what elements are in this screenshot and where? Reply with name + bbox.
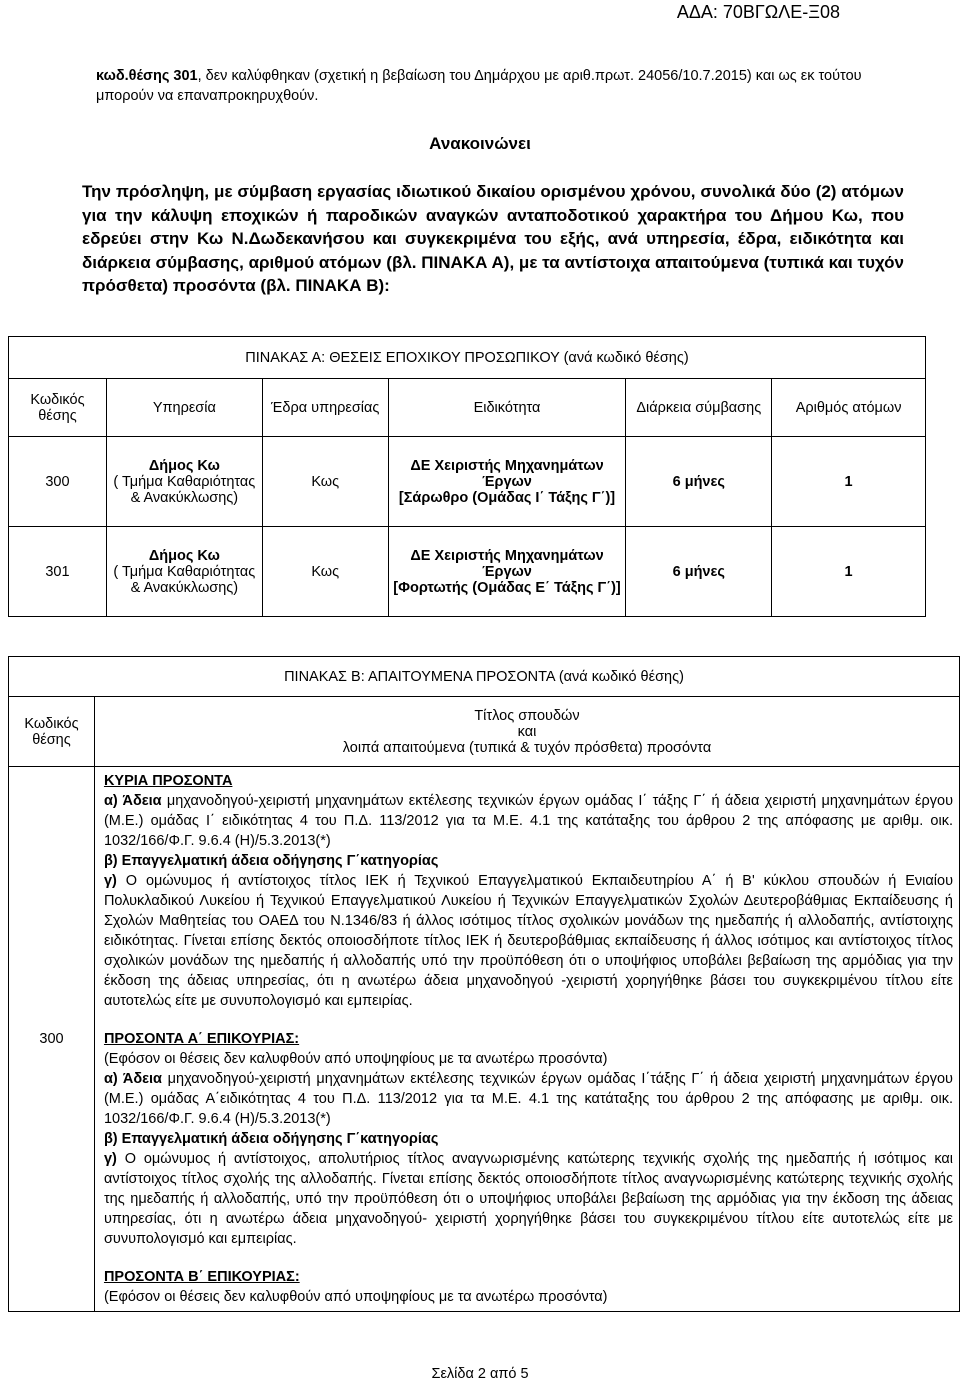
qualifications-body [94, 767, 959, 1312]
row-service-dept: ( Τμήμα Καθαριότητας & Ανακύκλωσης) [113, 473, 256, 506]
intro-text [96, 66, 904, 106]
main-qualifications-heading: ΚΥΡΙΑ ΠΡΟΣΟΝΤΑ [103, 773, 233, 789]
table-a-header-service: Υπηρεσία [106, 379, 262, 437]
main-item-a [104, 791, 953, 851]
aux-a-item-c [104, 1149, 953, 1249]
main-item-b: β) Επαγγελματική άδεια οδήγησης Γ΄κατηγορίας [103, 853, 439, 869]
row-specialty-line2: [Φορτωτής (Ομάδας Ε΄ Τάξης Γ΄)] [393, 579, 621, 596]
row-service [106, 437, 262, 527]
main-item-a-text: μηχανοδηγού-χειριστή μηχανημάτων εκτέλεσης τεχνικών έργων ομάδας Ι΄ τάξης Γ΄ ή άδεια χειριστή μηχανημάτων έργου (Μ.Ε.) ομάδας Ι΄ ειδικότητας 4 του Π.Δ. 113/2012 για τα Μ.Ε. 4.1 της κατάταξης του άρθρου 2 της απόφασης με αριθμ. οικ. 1032/166/Φ.Γ. 9.6.4 (Η)/5.3.2013(*) [103, 793, 953, 849]
row-service [106, 527, 262, 617]
intro-bold: κωδ.θέσης 301 [96, 68, 198, 84]
aux-a-item-b: β) Επαγγελματική άδεια οδήγησης Γ΄κατηγορίας [103, 1131, 439, 1147]
row-seat: Κως [262, 527, 388, 617]
intro-rest: , δεν καλύφθηκαν (σχετική η βεβαίωση του Δημάρχου με αριθ.πρωτ. 24056/10.7.2015) και ως εκ τούτου μπορούν να επαναπροκηρυχθούν. [96, 68, 862, 104]
row-code: 300 [9, 437, 107, 527]
table-b-header-line3: λοιπά απαιτούμενα (τυπικά & τυχόν πρόσθετα) προσόντα [342, 739, 712, 756]
row-service-name: Δήμος Κω [148, 547, 220, 564]
main-item-c-text: Ο ομώνυμος ή αντίστοιχος τίτλος ΙΕΚ ή Τεχνικού Επαγγελματικού Εκπαιδευτηρίου Α΄ ή Β' κύκλου σπουδών ή Ενιαίου Πολυκλαδικού Λυκείου ή Τεχνικού Επαγγελματικού Λυκείου ή Τεχνικών Επαγγελματικών Σχολών Δευτεροβάθμιας Εκπαίδευσης ή Σχολών Μαθητείας του ΟΑΕΔ του Ν.1346/83 ή άλλος ισότιμος τίτλος σχολικών μονάδων της ημεδαπής ή αλλοδαπής, αντίστοιχης ειδικότητας. Γίνεται επίσης δεκτός οποιοσδήποτε τίτλος ΙΕΚ ή δευτεροβάθμιας εκπαίδευσης ή άλλος ισότιμος και αντίστοιχος τίτλος σχολικών μονάδων της ημεδαπής ή αλλοδαπής υπό την προϋπόθεση ότι ο υποψήφιος υποβάλει βεβαίωση της αρμόδιας για την έκδοση της άδειας υπηρεσίας, ότι η ανωτέρω άδεια μηχανοδηγού -χειριστή χορηγήθηκε βάσει του συγκεκριμένου τίτλου είτε αυτοτελώς είτε με συνυπολογισμό και εμπειρίας. [103, 873, 953, 1009]
aux-a-note: (Εφόσον οι θέσεις δεν καλυφθούν από υποψηφίους με τα ανωτέρω προσόντα) [103, 1051, 608, 1067]
aux-a-item-a-label: α) Άδεια [103, 1071, 162, 1087]
row-duration: 6 μήνες [626, 527, 772, 617]
table-a-header-code: Κωδικός θέσης [9, 379, 107, 437]
table-b-header-line1: Τίτλος σπουδών [474, 707, 580, 724]
table-b-header-line2: και [517, 723, 537, 740]
table-b [8, 656, 960, 1312]
row-persons: 1 [772, 437, 926, 527]
table-b-header-code: Κωδικός θέσης [9, 697, 95, 767]
main-item-a-label: α) Άδεια [103, 793, 162, 809]
page-footer: Σελίδα 2 από 5 [431, 1366, 529, 1382]
row-specialty [388, 527, 626, 617]
table-a-header-specialty: Ειδικότητα [388, 379, 626, 437]
main-item-c [104, 871, 953, 1011]
table-row [9, 527, 926, 617]
aux-a-heading: ΠΡΟΣΟΝΤΑ Α΄ ΕΠΙΚΟΥΡΙΑΣ: [103, 1031, 300, 1047]
announcement-heading: Ανακοινώνει [429, 134, 531, 153]
table-a-header-seat: Έδρα υπηρεσίας [262, 379, 388, 437]
ada-code: ΑΔΑ: 70ΒΓΩΛΕ-Ξ08 [676, 2, 840, 22]
table-a-header-persons: Αριθμός ατόμων [772, 379, 926, 437]
row-code: 301 [9, 527, 107, 617]
announcement-paragraph: Την πρόσληψη, με σύμβαση εργασίας ιδιωτικού δικαίου ορισμένου χρόνου, συνολικά δύο (2) ατόμων για την κάλυψη εποχικών ή παροδικών αναγκών ανταποδοτικού χαρακτήρα του Δήμου Κω, που εδρεύει στην Κω Ν.Δωδεκανήσου και συγκεκριμένα του εξής, ανά υπηρεσία, έδρα, ειδικότητα και διάρκεια σύμβασης, αριθμού ατόμων (βλ. ΠΙΝΑΚΑ Α), με τα αντίστοιχα απαιτούμενα (τυπικά και τυχόν πρόσθετα) προσόντα (βλ. ΠΙΝΑΚΑ Β): [82, 182, 904, 295]
row-specialty-line2: [Σάρωθρο (Ομάδας Ι΄ Τάξης Γ΄)] [398, 489, 616, 506]
main-item-c-label: γ) [103, 873, 117, 889]
aux-a-item-c-label: γ) [103, 1151, 117, 1167]
row-persons: 1 [772, 527, 926, 617]
row-service-name: Δήμος Κω [148, 457, 220, 474]
row-specialty [388, 437, 626, 527]
aux-a-item-a-text: μηχανοδηγού-χειριστή μηχανημάτων εκτέλεσης τεχνικών έργων ομάδας Ι΄τάξης Γ΄ ή άδεια χειριστή μηχανημάτων έργου (Μ.Ε.) ομάδας Α΄ειδικότητας 4 του Π.Δ. 113/2012 για τα Μ.Ε. 4.1 της κατάταξης του άρθρου 2 της απόφασης με αριθμ. οικ. 1032/166/Φ.Γ. 9.6.4 (Η)/5.3.2013(*) [103, 1071, 953, 1127]
table-a-title: ΠΙΝΑΚΑΣ Α: ΘΕΣΕΙΣ ΕΠΟΧΙΚΟΥ ΠΡΟΣΩΠΙΚΟΥ (ανά κωδικό θέσης) [9, 337, 926, 379]
table-a-header-duration: Διάρκεια σύμβασης [626, 379, 772, 437]
aux-a-item-c-text: Ο ομώνυμος ή αντίστοιχος, απολυτήριος τίτλος αναγνωρισμένης κατώτερης τεχνικής σχολής της ημεδαπής ή ισότιμος και αντίστοιχος τίτλος σχολής της αλλοδαπής. Γίνεται επίσης δεκτός οποιοσδήποτε τίτλος αναγνωρισμένης κατώτερης τεχνικής σχολής της ημεδαπής ή αλλοδαπής, υπό την προϋπόθεση ότι ο υποψήφιος υποβάλει βεβαίωση της αρμόδιας για την έκδοση της άδειας υπηρεσίας, ότι η ανωτέρω άδεια μηχανοδηγού- χειριστή χορηγήθηκε βάσει του συγκεκριμένου τίτλου είτε αυτοτελώς είτε με συνυπολογισμό και εμπειρίας. [103, 1151, 953, 1247]
row-specialty-line1: ΔΕ Χειριστής Μηχανημάτων Έργων [410, 457, 604, 490]
aux-b-heading: ΠΡΟΣΟΝΤΑ Β΄ ΕΠΙΚΟΥΡΙΑΣ: [103, 1269, 300, 1285]
row-specialty-line1: ΔΕ Χειριστής Μηχανημάτων Έργων [410, 547, 604, 580]
table-b-header-title [94, 697, 959, 767]
aux-b-note: (Εφόσον οι θέσεις δεν καλυφθούν από υποψηφίους με τα ανωτέρω προσόντα) [103, 1289, 608, 1305]
table-b-code: 300 [9, 767, 95, 1312]
table-a [8, 336, 926, 617]
row-service-dept: ( Τμήμα Καθαριότητας & Ανακύκλωσης) [113, 563, 256, 596]
row-seat: Κως [262, 437, 388, 527]
table-row [9, 437, 926, 527]
row-duration: 6 μήνες [626, 437, 772, 527]
aux-a-item-a [104, 1069, 953, 1129]
table-b-title: ΠΙΝΑΚΑΣ Β: ΑΠΑΙΤΟΥΜΕΝΑ ΠΡΟΣΟΝΤΑ (ανά κωδικό θέσης) [9, 657, 960, 697]
